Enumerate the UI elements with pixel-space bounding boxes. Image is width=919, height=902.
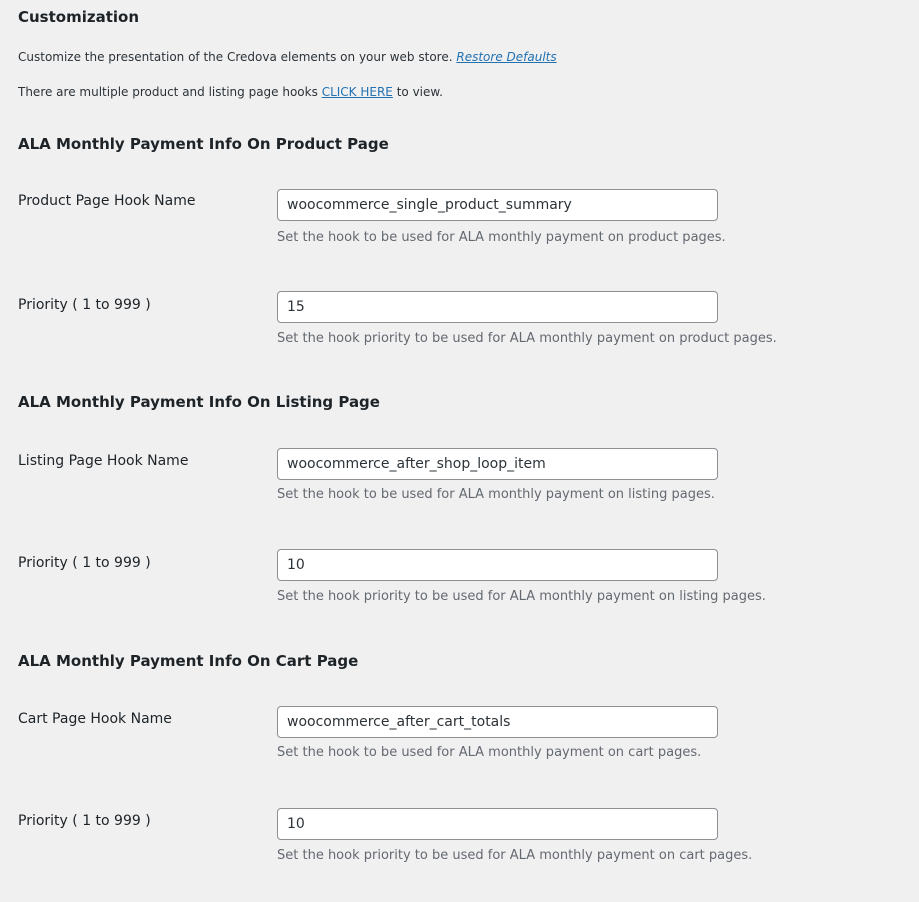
page-title: Customization [18, 8, 140, 26]
section-listing-page [0, 392, 919, 642]
priority-description: Set the hook priority to be used for ALA monthly payment on listing pages. [277, 589, 766, 604]
restore-defaults-link[interactable]: Restore Defaults [456, 50, 557, 64]
priority-label: Priority ( 1 to 999 ) [18, 297, 151, 313]
hook-name-description: Set the hook to be used for ALA monthly payment on cart pages. [277, 745, 702, 760]
priority-description: Set the hook priority to be used for ALA monthly payment on cart pages. [277, 848, 753, 863]
hook-name-label: Cart Page Hook Name [18, 711, 172, 727]
section-heading: ALA Monthly Payment Info On Listing Page [18, 393, 380, 411]
hook-name-description: Set the hook to be used for ALA monthly payment on listing pages. [277, 487, 715, 502]
listing-priority-input[interactable] [277, 549, 718, 581]
section-cart-page [0, 651, 919, 901]
section-product-page [0, 134, 919, 384]
priority-description: Set the hook priority to be used for ALA monthly payment on product pages. [277, 331, 777, 346]
intro-text [18, 49, 557, 65]
section-heading: ALA Monthly Payment Info On Cart Page [18, 652, 359, 670]
hook-name-description: Set the hook to be used for ALA monthly payment on product pages. [277, 230, 726, 245]
hooks-note-text: There are multiple product and listing page hooks [18, 85, 318, 99]
product-priority-input[interactable] [277, 291, 718, 323]
cart-priority-input[interactable] [277, 808, 718, 840]
priority-label: Priority ( 1 to 999 ) [18, 813, 151, 829]
hook-name-label: Product Page Hook Name [18, 193, 196, 209]
cart-hook-name-input[interactable] [277, 706, 718, 738]
priority-label: Priority ( 1 to 999 ) [18, 555, 151, 571]
click-here-link[interactable]: CLICK HERE [321, 85, 393, 99]
hooks-note [18, 84, 443, 100]
product-hook-name-input[interactable] [277, 189, 718, 221]
listing-hook-name-input[interactable] [277, 448, 718, 480]
intro-description: Customize the presentation of the Credova elements on your web store. [18, 50, 453, 64]
section-heading: ALA Monthly Payment Info On Product Page [18, 135, 389, 153]
hook-name-label: Listing Page Hook Name [18, 453, 189, 469]
hooks-note-suffix: to view. [396, 85, 443, 99]
